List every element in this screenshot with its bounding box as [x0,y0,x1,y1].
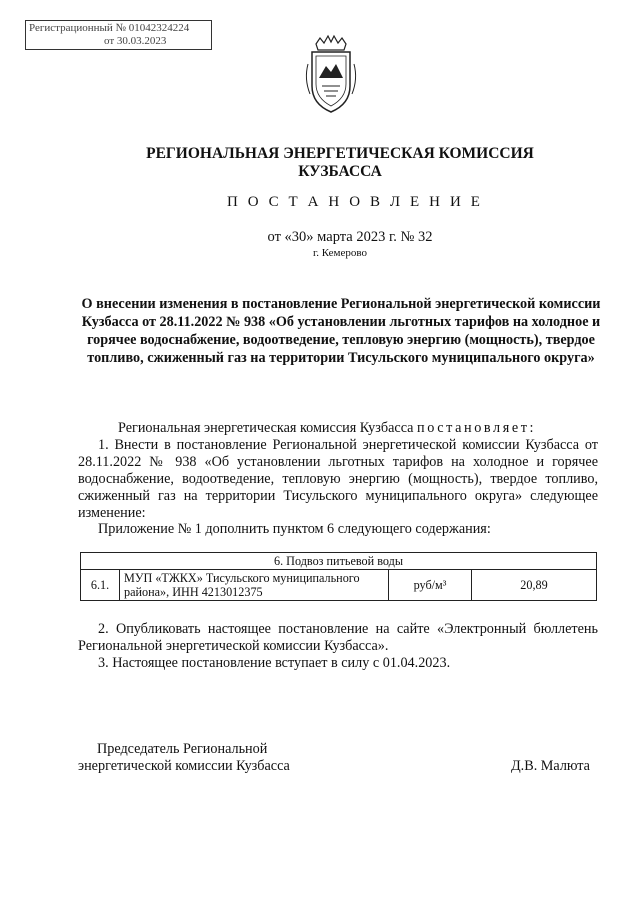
annex-clause: Приложение № 1 дополнить пунктом 6 следующего содержания: [98,521,491,537]
signatory-name: Д.В. Малюта [511,758,590,774]
table-section-header: 6. Подвоз питьевой воды [81,553,597,570]
tariff-table [80,552,597,601]
signatory-position-line-2: энергетической комиссии Кузбасса [78,758,290,774]
document-date-number: от «30» марта 2023 г. № 32 [267,229,433,245]
issuer-name [60,145,620,181]
preamble [78,420,598,437]
clause-2: 2. Опубликовать настоящее постановление на сайте «Электронный бюллетень Региональной энергетической комиссии Кузбасса». [78,621,598,654]
clause-3: 3. Настоящее постановление вступает в силу с 01.04.2023. [98,655,451,671]
preamble-text: Региональная энергетическая комиссия Кузбасса [118,420,418,436]
signatory-position-line-1: Председатель Региональной [97,741,268,757]
row-organization: МУП «ТЖКХ» Тисульского муниципального района», ИНН 4213012375 [120,570,389,601]
row-tariff-value: 20,89 [472,570,597,601]
clause-1: 1. Внести в постановление Региональной энергетической комиссии Кузбасса от 28.11.2022 № 938 «Об установлении льготных тарифов на холодное и горячее водоснабжение, водоотведение, тепловую энергию (мощность), твердое топливо, сжиженный газ на территории Тисульского муниципального округа» следующее изменение: [78,437,598,521]
document-type: П О С Т А Н О В Л Е Н И Е [227,194,483,210]
row-unit: руб/м³ [389,570,472,601]
issuer-line-2: КУЗБАССА [298,163,382,180]
table-section-row [81,553,597,570]
document-title: О внесении изменения в постановление Региональной энергетической комиссии Кузбасса от 28.11.2022 № 938 «Об установлении льготных тарифов на холодное и горячее водоснабжение, водоотведение, тепловую энергию (мощность), твердое топливо, сжиженный газ на территории Тисульского муниципального округа» [81,296,601,366]
registration-stamp [25,20,212,50]
document-city: г. Кемерово [312,247,368,259]
issuer-line-1: РЕГИОНАЛЬНАЯ ЭНЕРГЕТИЧЕСКАЯ КОМИССИЯ [146,145,534,162]
table-row [81,570,597,601]
coat-of-arms-icon [302,34,360,116]
preamble-verb: постановляет: [417,420,537,436]
registration-number: Регистрационный № 01042324224 [29,22,190,34]
registration-date: от 30.03.2023 [104,35,167,47]
row-number: 6.1. [81,570,120,601]
